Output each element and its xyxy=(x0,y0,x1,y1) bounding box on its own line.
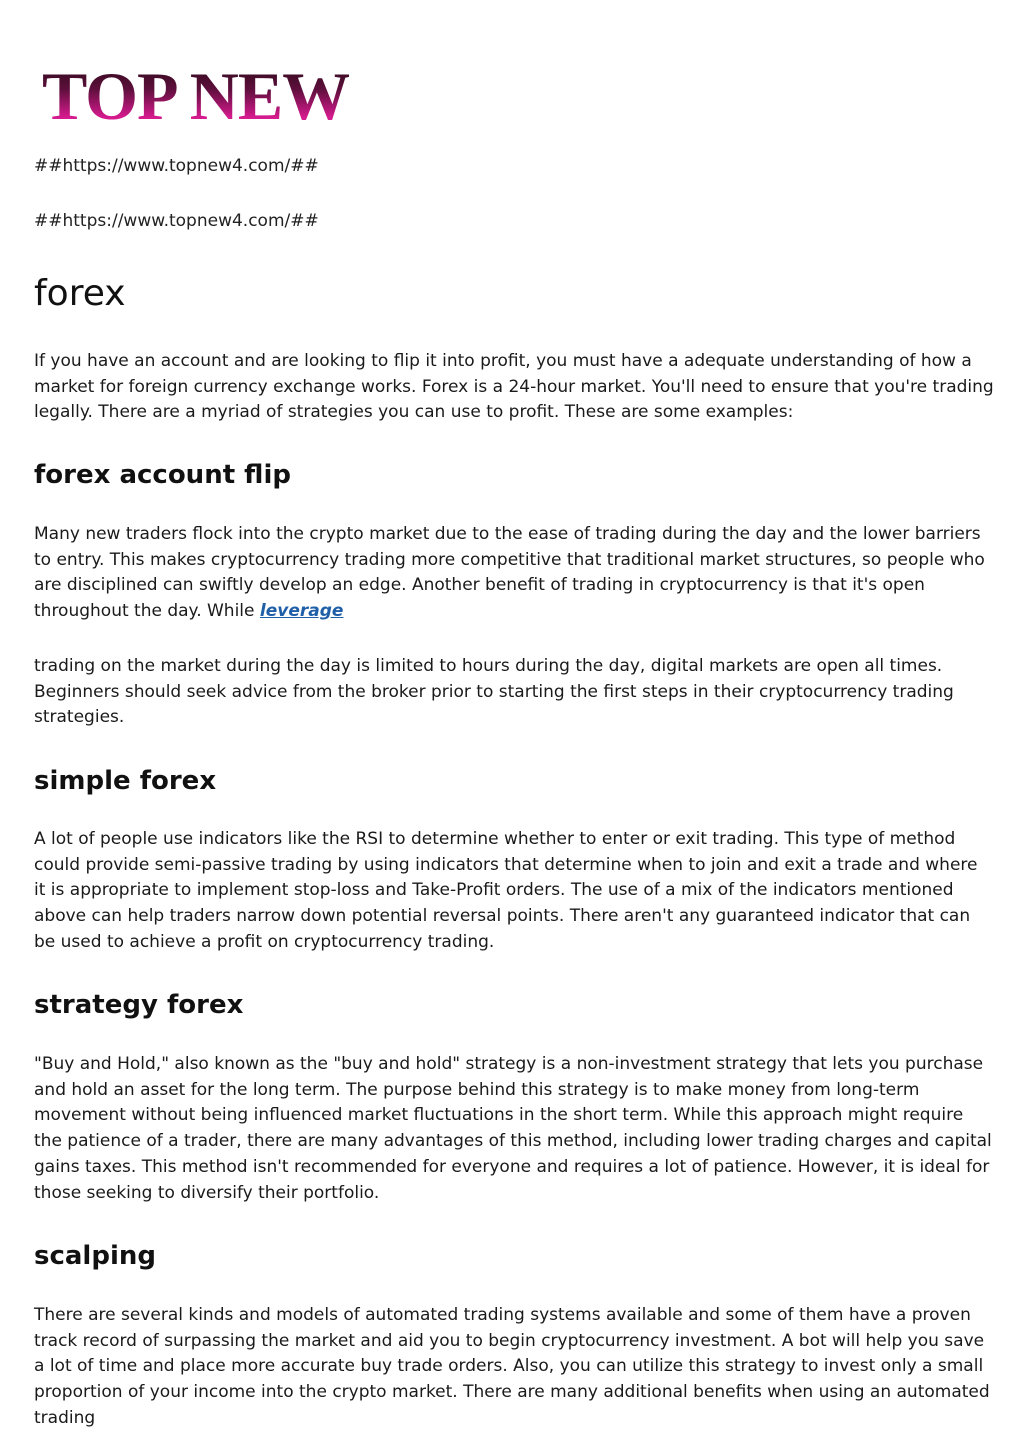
section-heading-scalping: scalping xyxy=(34,1241,156,1271)
site-url-text: ##https://www.topnew4.com/## xyxy=(34,211,319,231)
intro-paragraph: If you have an account and are looking to flip it into profit, you must have a adequate understanding of how a market for foreign currency exchange works. Forex is a 24-hour market. You'll need to ensure that you're trading legally. There are a myriad of strategies you can use to profit. These are some examples: xyxy=(34,351,994,423)
section-paragraph: A lot of people use indicators like the RSI to determine whether to enter or exit trading. This type of method could provide semi-passive trading by using indicators that determine when to join and exit a trade and where it is appropriate to implement stop-loss and Take-Profit orders. The use of a mix of the indicators mentioned above can help traders narrow down potential reversal points. There aren't any guaranteed indicator that can be used to achieve a profit on cryptocurrency trading. xyxy=(34,829,978,952)
site-url-text: ##https://www.topnew4.com/## xyxy=(34,156,319,176)
section-heading-strategy-forex: strategy forex xyxy=(34,990,244,1020)
section-paragraph xyxy=(34,522,994,625)
section-paragraph: There are several kinds and models of automated trading systems available and some of them have a proven track record of surpassing the market and aid you to begin cryptocurrency investment. A bot will help you save a lot of time and place more accurate buy trade orders. Also, you can utilize this strategy to invest only a small proportion of your income into the crypto market. There are many additional benefits when using an automated trading xyxy=(34,1305,990,1428)
leverage-link[interactable]: leverage xyxy=(259,601,344,622)
section-paragraph: trading on the market during the day is limited to hours during the day, digital markets are open all times. Beginners should seek advice from the broker prior to starting the first steps in their cryptocurrency trading strategies. xyxy=(34,656,954,728)
page-title: forex xyxy=(34,273,126,314)
paragraph-text: Many new traders flock into the crypto market due to the ease of trading during the day and the lower barriers to entry. This makes cryptocurrency trading more competitive that traditional market structures, so people who are disciplined can swiftly develop an edge. Another benefit of trading in cryptocurrency is that it's open throughout the day. While xyxy=(34,524,985,622)
section-paragraph: "Buy and Hold," also known as the "buy and hold" strategy is a non-investment strategy that lets you purchase and hold an asset for the long term. The purpose behind this strategy is to make money from long-term movement without being influenced market fluctuations in the short term. While this approach might require the patience of a trader, there are many advantages of this method, including lower trading charges and capital gains taxes. This method isn't recommended for everyone and requires a lot of patience. However, it is ideal for those seeking to diversify their portfolio. xyxy=(34,1054,992,1203)
section-heading-simple-forex: simple forex xyxy=(34,766,217,796)
section-heading-forex-account-flip: forex account flip xyxy=(34,460,291,490)
site-logo[interactable]: TOP NEW xyxy=(42,58,350,134)
